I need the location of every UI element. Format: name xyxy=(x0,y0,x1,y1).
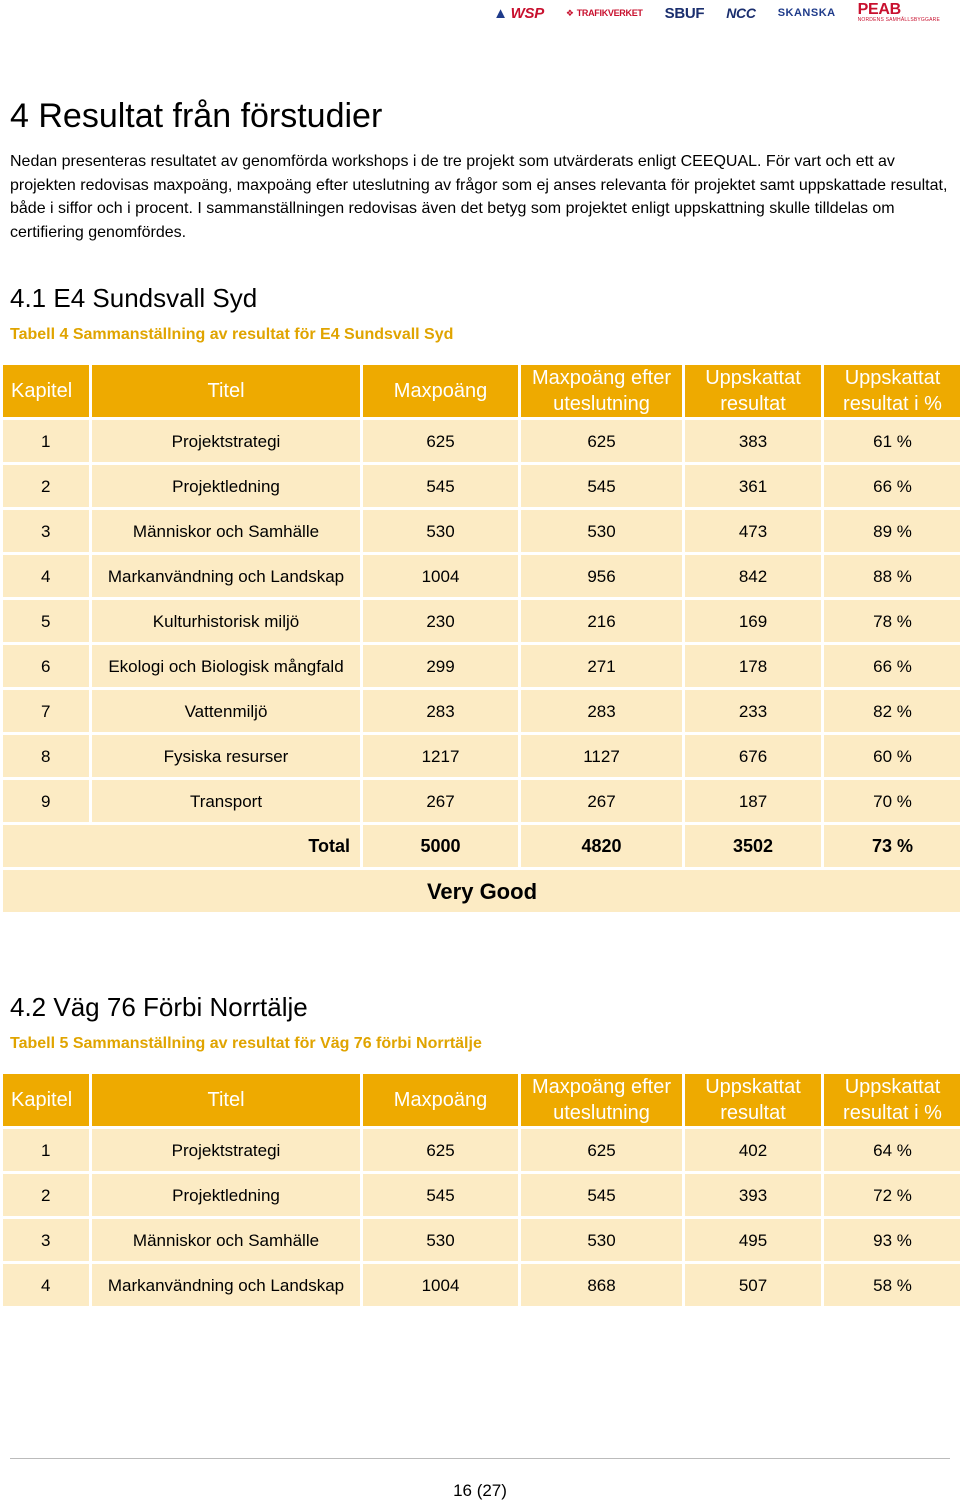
cell-max: 625 xyxy=(363,420,518,462)
cell-kapitel: 9 xyxy=(3,780,89,822)
cell-titel: Fysiska resurser xyxy=(92,735,360,777)
table-row xyxy=(3,780,960,822)
cell-result: 842 xyxy=(685,555,821,597)
cell-percent: 60 % xyxy=(824,735,960,777)
total-percent: 73 % xyxy=(824,825,960,867)
cell-max: 1217 xyxy=(363,735,518,777)
cell-result: 383 xyxy=(685,420,821,462)
rating-value: Very Good xyxy=(3,870,960,912)
cell-efter: 1127 xyxy=(521,735,682,777)
total-label: Total xyxy=(3,825,360,867)
cell-kapitel: 4 xyxy=(3,1264,89,1306)
cell-result: 507 xyxy=(685,1264,821,1306)
cell-kapitel: 7 xyxy=(3,690,89,732)
col-uppskattat-procent: Uppskattat resultat i % xyxy=(824,1074,960,1126)
total-result: 3502 xyxy=(685,825,821,867)
total-row xyxy=(3,825,960,867)
col-uppskattat: Uppskattat resultat xyxy=(685,365,821,417)
cell-percent: 61 % xyxy=(824,420,960,462)
table-row xyxy=(3,420,960,462)
intro-paragraph: Nedan presenteras resultatet av genomförda workshops i de tre projekt som utvärderats enligt CEEQUAL. För vart och ett av projekten redovisas maxpoäng, maxpoäng efter uteslutning av frågor som ej anses relevanta för projektet samt uppskattade resultat, både i siffor och i procent. I sammanställningen redovisas även det betyg som projektet enligt uppskattning skulle tilldelas om certifiering genomfördes. xyxy=(10,153,948,241)
table-row xyxy=(3,1219,960,1261)
cell-percent: 64 % xyxy=(824,1129,960,1171)
cell-titel: Vattenmiljö xyxy=(92,690,360,732)
cell-efter: 267 xyxy=(521,780,682,822)
cell-result: 402 xyxy=(685,1129,821,1171)
total-efter: 4820 xyxy=(521,825,682,867)
cell-result: 473 xyxy=(685,510,821,552)
cell-max: 267 xyxy=(363,780,518,822)
rating-row xyxy=(3,870,960,912)
table-row xyxy=(3,555,960,597)
cell-efter: 530 xyxy=(521,510,682,552)
cell-titel: Projektstrategi xyxy=(92,420,360,462)
skanska-logo: SKANSKA xyxy=(777,7,836,19)
cell-efter: 530 xyxy=(521,1219,682,1261)
cell-percent: 66 % xyxy=(824,465,960,507)
cell-max: 283 xyxy=(363,690,518,732)
cell-percent: 72 % xyxy=(824,1174,960,1216)
cell-titel: Människor och Samhälle xyxy=(92,510,360,552)
col-uppskattat-procent: Uppskattat resultat i % xyxy=(824,365,960,417)
cell-percent: 88 % xyxy=(824,555,960,597)
cell-efter: 283 xyxy=(521,690,682,732)
cell-kapitel: 1 xyxy=(3,1129,89,1171)
cell-titel: Projektstrategi xyxy=(92,1129,360,1171)
cell-kapitel: 3 xyxy=(3,1219,89,1261)
table-row xyxy=(3,735,960,777)
cell-max: 1004 xyxy=(363,555,518,597)
cell-efter: 956 xyxy=(521,555,682,597)
cell-efter: 545 xyxy=(521,465,682,507)
col-titel: Titel xyxy=(92,1074,360,1126)
cell-efter: 625 xyxy=(521,1129,682,1171)
table-caption-e4: Tabell 4 Sammanställning av resultat för E4 Sundsvall Syd xyxy=(10,326,454,343)
page-number: 16 (27) xyxy=(453,1481,507,1500)
table-row xyxy=(3,510,960,552)
col-maxpoang-efter: Maxpoäng efter uteslutning xyxy=(521,365,682,417)
table-row xyxy=(3,1174,960,1216)
cell-kapitel: 1 xyxy=(3,420,89,462)
total-max: 5000 xyxy=(363,825,518,867)
cell-percent: 89 % xyxy=(824,510,960,552)
col-kapitel: Kapitel xyxy=(3,365,89,417)
partner-logos xyxy=(493,0,940,26)
cell-titel: Ekologi och Biologisk mångfald xyxy=(92,645,360,687)
cell-efter: 216 xyxy=(521,600,682,642)
table-header-row xyxy=(3,365,960,417)
cell-titel: Kulturhistorisk miljö xyxy=(92,600,360,642)
cell-max: 545 xyxy=(363,465,518,507)
results-table-vag76 xyxy=(0,1071,960,1309)
cell-efter: 868 xyxy=(521,1264,682,1306)
cell-kapitel: 6 xyxy=(3,645,89,687)
cell-max: 625 xyxy=(363,1129,518,1171)
results-table-e4 xyxy=(0,362,960,915)
subsection-title-e4: 4.1 E4 Sundsvall Syd xyxy=(10,283,258,313)
cell-titel: Projektledning xyxy=(92,1174,360,1216)
wsp-logo: ▲ WSP xyxy=(493,4,544,22)
cell-titel: Projektledning xyxy=(92,465,360,507)
cell-kapitel: 5 xyxy=(3,600,89,642)
cell-kapitel: 2 xyxy=(3,465,89,507)
table-row xyxy=(3,1264,960,1306)
cell-result: 361 xyxy=(685,465,821,507)
cell-efter: 271 xyxy=(521,645,682,687)
table-row xyxy=(3,1129,960,1171)
cell-result: 169 xyxy=(685,600,821,642)
table-row xyxy=(3,690,960,732)
col-kapitel: Kapitel xyxy=(3,1074,89,1126)
col-maxpoang-efter: Maxpoäng efter uteslutning xyxy=(521,1074,682,1126)
col-titel: Titel xyxy=(92,365,360,417)
cell-max: 230 xyxy=(363,600,518,642)
subsection-title-vag76: 4.2 Väg 76 Förbi Norrtälje xyxy=(10,992,308,1022)
cell-titel: Människor och Samhälle xyxy=(92,1219,360,1261)
cell-result: 495 xyxy=(685,1219,821,1261)
footer-divider xyxy=(10,1458,950,1459)
cell-percent: 66 % xyxy=(824,645,960,687)
table-row xyxy=(3,600,960,642)
peab-logo: PEAB NORDENS SAMHÄLLSBYGGARE xyxy=(857,1,940,23)
cell-percent: 78 % xyxy=(824,600,960,642)
cell-titel: Markanvändning och Landskap xyxy=(92,1264,360,1306)
table-caption-vag76: Tabell 5 Sammanställning av resultat för Väg 76 förbi Norrtälje xyxy=(10,1035,482,1052)
cell-max: 1004 xyxy=(363,1264,518,1306)
cell-efter: 625 xyxy=(521,420,682,462)
cell-kapitel: 2 xyxy=(3,1174,89,1216)
cell-result: 676 xyxy=(685,735,821,777)
col-maxpoang: Maxpoäng xyxy=(363,365,518,417)
cell-kapitel: 8 xyxy=(3,735,89,777)
sbuf-logo: SBUF xyxy=(664,4,705,22)
table-row xyxy=(3,465,960,507)
col-maxpoang: Maxpoäng xyxy=(363,1074,518,1126)
cell-percent: 58 % xyxy=(824,1264,960,1306)
cell-efter: 545 xyxy=(521,1174,682,1216)
cell-result: 233 xyxy=(685,690,821,732)
cell-titel: Markanvändning och Landskap xyxy=(92,555,360,597)
cell-kapitel: 3 xyxy=(3,510,89,552)
cell-titel: Transport xyxy=(92,780,360,822)
cell-percent: 93 % xyxy=(824,1219,960,1261)
cell-result: 178 xyxy=(685,645,821,687)
table-header-row xyxy=(3,1074,960,1126)
cell-max: 545 xyxy=(363,1174,518,1216)
table-row xyxy=(3,645,960,687)
trafikverket-logo: ❖ TRAFIKVERKET xyxy=(565,7,643,18)
cell-percent: 70 % xyxy=(824,780,960,822)
cell-percent: 82 % xyxy=(824,690,960,732)
cell-result: 187 xyxy=(685,780,821,822)
cell-max: 530 xyxy=(363,510,518,552)
cell-max: 299 xyxy=(363,645,518,687)
ncc-logo: NCC xyxy=(726,5,756,21)
cell-max: 530 xyxy=(363,1219,518,1261)
cell-result: 393 xyxy=(685,1174,821,1216)
cell-kapitel: 4 xyxy=(3,555,89,597)
page-title: 4 Resultat från förstudier xyxy=(10,97,383,135)
col-uppskattat: Uppskattat resultat xyxy=(685,1074,821,1126)
